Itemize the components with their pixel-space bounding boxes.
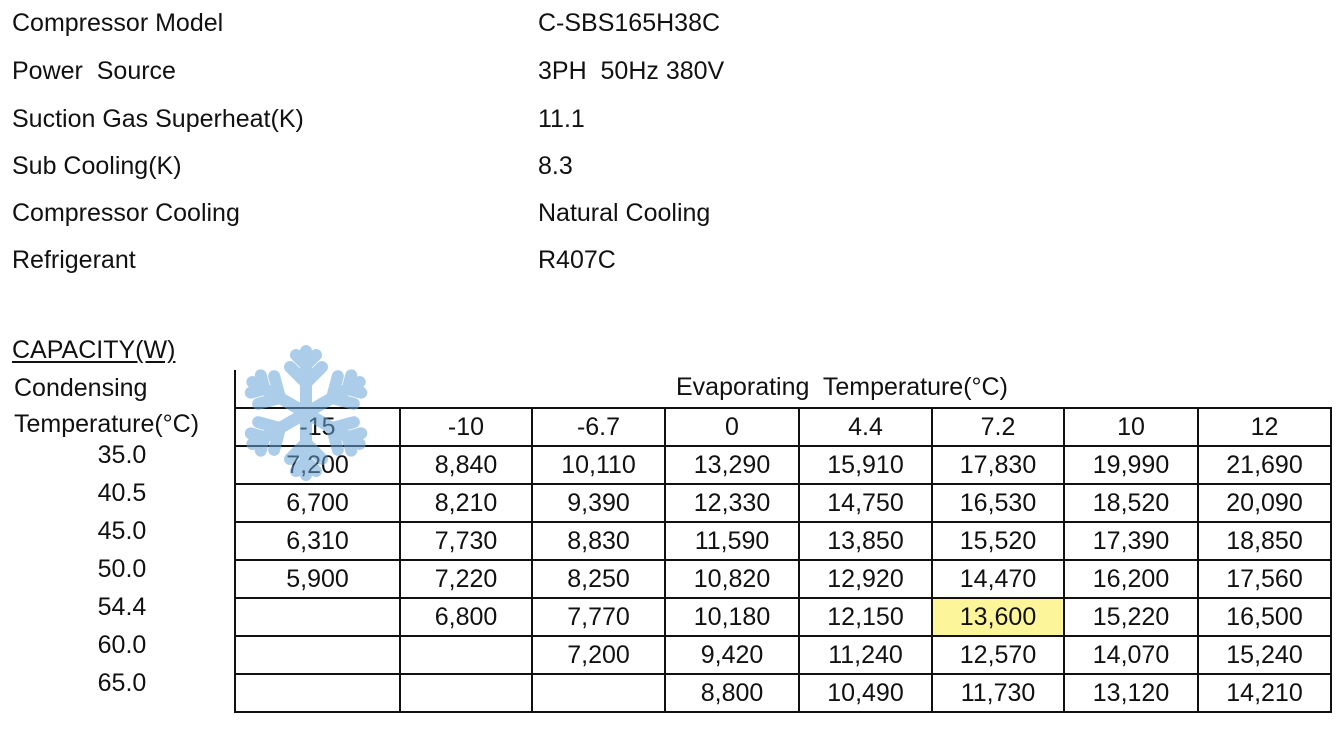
capacity-cell: 7,200 (532, 636, 665, 674)
spec-value: 3PH 50Hz 380V (538, 57, 725, 85)
capacity-cell: 7,220 (400, 560, 532, 598)
spec-key: Refrigerant (12, 246, 136, 274)
capacity-cell: 6,800 (400, 598, 532, 636)
capacity-cell: 6,310 (235, 522, 400, 560)
capacity-cell: 6,700 (235, 484, 400, 522)
spec-value: C-SBS165H38C (538, 9, 721, 37)
capacity-cell: 18,520 (1064, 484, 1198, 522)
capacity-cell (400, 674, 532, 712)
table-row (235, 484, 1331, 522)
capacity-cell: 7,200 (235, 446, 400, 484)
capacity-cell: 20,090 (1198, 484, 1331, 522)
capacity-cell: 12,330 (665, 484, 799, 522)
capacity-cell: 13,120 (1064, 674, 1198, 712)
evap-temp-header: 0 (665, 408, 799, 446)
capacity-cell: 8,800 (665, 674, 799, 712)
capacity-cell: 7,730 (400, 522, 532, 560)
evap-temp-header: -15 (235, 408, 400, 446)
evap-temp-header: 12 (1198, 408, 1331, 446)
condensing-temp-label: 60.0 (97, 631, 147, 659)
capacity-cell: 15,910 (799, 446, 932, 484)
capacity-cell: 10,490 (799, 674, 932, 712)
capacity-cell: 11,590 (665, 522, 799, 560)
table-row (235, 560, 1331, 598)
spec-key: Sub Cooling(K) (12, 152, 182, 180)
capacity-cell: 11,240 (799, 636, 932, 674)
capacity-cell (400, 636, 532, 674)
spec-key: Suction Gas Superheat(K) (12, 105, 304, 133)
capacity-cell: 12,920 (799, 560, 932, 598)
capacity-cell: 10,110 (532, 446, 665, 484)
spec-value: 8.3 (538, 152, 573, 180)
capacity-cell: 8,840 (400, 446, 532, 484)
table-row (235, 598, 1331, 636)
capacity-cell (235, 674, 400, 712)
capacity-cell: 8,250 (532, 560, 665, 598)
capacity-cell: 14,070 (1064, 636, 1198, 674)
capacity-title: CAPACITY(W) (12, 336, 176, 364)
capacity-cell: 13,850 (799, 522, 932, 560)
capacity-cell: 17,560 (1198, 560, 1331, 598)
capacity-cell (235, 636, 400, 674)
spec-key: Compressor Cooling (12, 199, 240, 227)
capacity-cell: 8,830 (532, 522, 665, 560)
capacity-cell: 16,500 (1198, 598, 1331, 636)
capacity-cell: 10,820 (665, 560, 799, 598)
capacity-cell (235, 598, 400, 636)
capacity-cell: 12,570 (932, 636, 1064, 674)
capacity-cell: 17,390 (1064, 522, 1198, 560)
spec-key: Compressor Model (12, 9, 224, 37)
table-row (235, 522, 1331, 560)
evap-temp-header: -10 (400, 408, 532, 446)
evap-temp-header: 7.2 (932, 408, 1064, 446)
capacity-cell: 13,600 (932, 598, 1064, 636)
capacity-cell: 7,770 (532, 598, 665, 636)
condensing-label-line1: Condensing (14, 374, 148, 402)
capacity-cell: 15,520 (932, 522, 1064, 560)
capacity-cell: 10,180 (665, 598, 799, 636)
capacity-cell: 5,900 (235, 560, 400, 598)
table-row (235, 446, 1331, 484)
spec-value: 11.1 (538, 105, 585, 133)
condensing-label-line2: Temperature(°C) (14, 410, 200, 438)
capacity-cell: 15,240 (1198, 636, 1331, 674)
capacity-cell: 17,830 (932, 446, 1064, 484)
evap-temp-header: 4.4 (799, 408, 932, 446)
capacity-cell: 14,210 (1198, 674, 1331, 712)
spec-value: R407C (538, 246, 616, 274)
capacity-cell: 18,850 (1198, 522, 1331, 560)
condensing-temp-label: 40.5 (97, 479, 147, 507)
evaporating-label: Evaporating Temperature(°C) (676, 373, 1008, 401)
capacity-cell: 14,470 (932, 560, 1064, 598)
capacity-cell: 12,150 (799, 598, 932, 636)
condensing-temp-label: 45.0 (97, 517, 147, 545)
condensing-temp-label: 65.0 (97, 669, 147, 697)
capacity-cell: 11,730 (932, 674, 1064, 712)
capacity-cell: 9,390 (532, 484, 665, 522)
capacity-cell: 13,290 (665, 446, 799, 484)
capacity-cell: 16,200 (1064, 560, 1198, 598)
condensing-temp-label: 35.0 (97, 441, 147, 469)
evap-temp-header-row (235, 408, 1331, 446)
evap-temp-header: -6.7 (532, 408, 665, 446)
condensing-temp-label: 50.0 (97, 555, 147, 583)
table-row (235, 636, 1331, 674)
evap-temp-header: 10 (1064, 408, 1198, 446)
capacity-table (234, 407, 1332, 713)
spec-value: Natural Cooling (538, 199, 711, 227)
capacity-cell: 15,220 (1064, 598, 1198, 636)
capacity-cell: 16,530 (932, 484, 1064, 522)
snowflake-icon (228, 343, 384, 483)
capacity-cell: 14,750 (799, 484, 932, 522)
capacity-cell: 21,690 (1198, 446, 1331, 484)
spec-key: Power Source (12, 57, 176, 85)
capacity-cell: 8,210 (400, 484, 532, 522)
condensing-temp-label: 54.4 (97, 593, 147, 621)
capacity-cell (532, 674, 665, 712)
table-row (235, 674, 1331, 712)
capacity-cell: 9,420 (665, 636, 799, 674)
capacity-cell: 19,990 (1064, 446, 1198, 484)
